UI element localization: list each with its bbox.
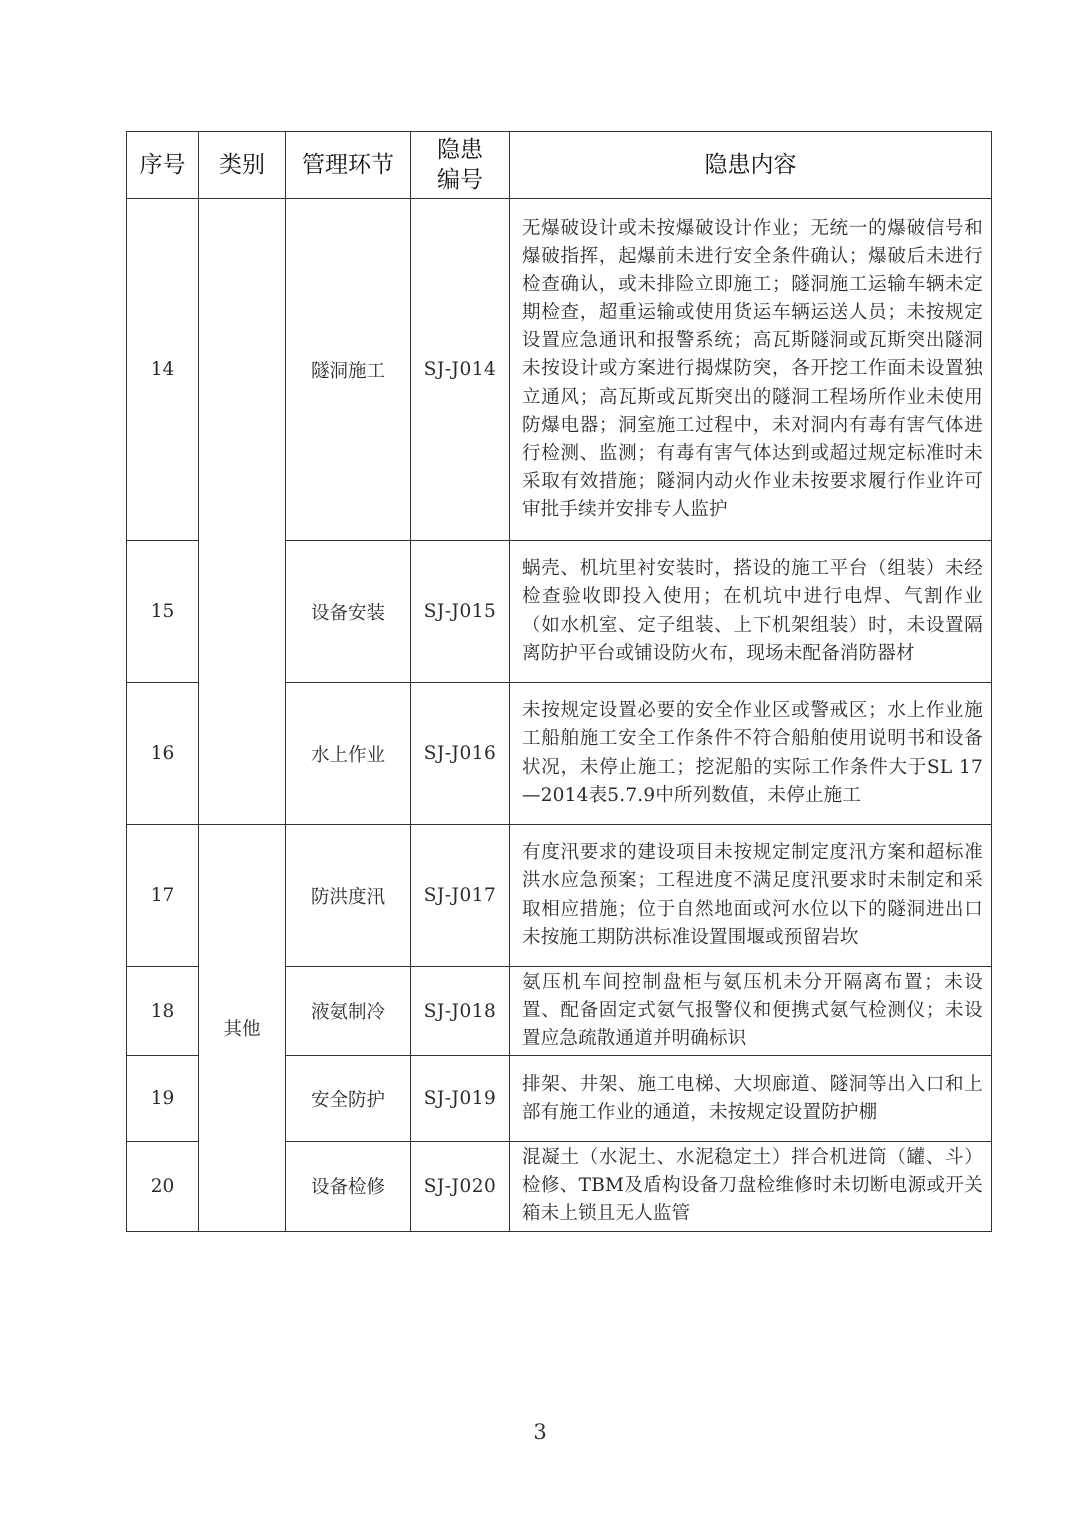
page-number: 3 [533,1420,547,1444]
row-phase: 设备检修 [286,1142,411,1231]
row-seq: 18 [127,967,199,1056]
row-code: SJ-J020 [411,1142,510,1231]
row-phase: 防洪度汛 [286,825,411,967]
row-phase: 水上作业 [286,683,411,825]
row-seq: 15 [127,541,199,683]
table-row [127,199,992,541]
row-seq: 20 [127,1142,199,1231]
row-content: 排架、井架、施工电梯、大坝廊道、隧洞等出入口和上部有施工作业的通道，未按规定设置防护棚 [510,1056,992,1142]
row-seq: 14 [127,199,199,541]
header-code-line1: 隐患 [437,137,483,163]
row-content: 无爆破设计或未按爆破设计作业；无统一的爆破信号和爆破指挥，起爆前未进行安全条件确认；爆破后未进行检查确认，或未排险立即施工；隧洞施工运输车辆未定期检查，超重运输或使用货运车辆运送人员；未按规定设置应急通讯和报警系统；高瓦斯隧洞或瓦斯突出隧洞未按设计或方案进行揭煤防突，各开挖工作面未设置独立通风；高瓦斯或瓦斯突出的隧洞工程场所作业未使用防爆电器；洞室施工过程中，未对洞内有毒有害气体进行检测、监测；有毒有害气体达到或超过规定标准时未采取有效措施；隧洞内动火作业未按要求履行作业许可审批手续并安排专人监护 [510,199,992,541]
table-row [127,825,992,967]
row-content: 混凝土（水泥土、水泥稳定土）拌合机进筒（罐、斗）检修、TBM及盾构设备刀盘检维修时未切断电源或开关箱未上锁且无人监管 [510,1142,992,1231]
row-content: 有度汛要求的建设项目未按规定制定度汛方案和超标准洪水应急预案；工程进度不满足度汛要求时未制定和采取相应措施；位于自然地面或河水位以下的隧洞进出口未按施工期防洪标准设置围堰或预留岩坎 [510,825,992,967]
row-code: SJ-J019 [411,1056,510,1142]
row-phase: 设备安装 [286,541,411,683]
row-category [199,199,286,825]
row-seq: 19 [127,1056,199,1142]
header-seq: 序号 [127,132,199,199]
header-phase: 管理环节 [286,132,411,199]
header-code [411,132,510,199]
row-category: 其他 [199,825,286,1232]
hazard-table [126,131,992,1232]
row-phase: 隧洞施工 [286,199,411,541]
header-category: 类别 [199,132,286,199]
row-content: 蜗壳、机坑里衬安装时，搭设的施工平台（组装）未经检查验收即投入使用；在机坑中进行电焊、气割作业（如水机室、定子组装、上下机架组装）时，未设置隔离防护平台或铺设防火布，现场未配备消防器材 [510,541,992,683]
row-code: SJ-J017 [411,825,510,967]
row-content: 未按规定设置必要的安全作业区或警戒区；水上作业施工船舶施工安全工作条件不符合船舶使用说明书和设备状况，未停止施工；挖泥船的实际工作条件大于SL 17—2014表5.7.9中所列数值，未停止施工 [510,683,992,825]
row-phase: 安全防护 [286,1056,411,1142]
row-seq: 17 [127,825,199,967]
row-code: SJ-J014 [411,199,510,541]
row-code: SJ-J018 [411,967,510,1056]
header-row [127,132,992,199]
header-content: 隐患内容 [510,132,992,199]
row-seq: 16 [127,683,199,825]
row-content: 氨压机车间控制盘柜与氨压机未分开隔离布置；未设置、配备固定式氨气报警仪和便携式氨气检测仪；未设置应急疏散通道并明确标识 [510,967,992,1056]
row-phase: 液氨制冷 [286,967,411,1056]
row-code: SJ-J016 [411,683,510,825]
header-code-line2: 编号 [437,167,483,193]
row-code: SJ-J015 [411,541,510,683]
